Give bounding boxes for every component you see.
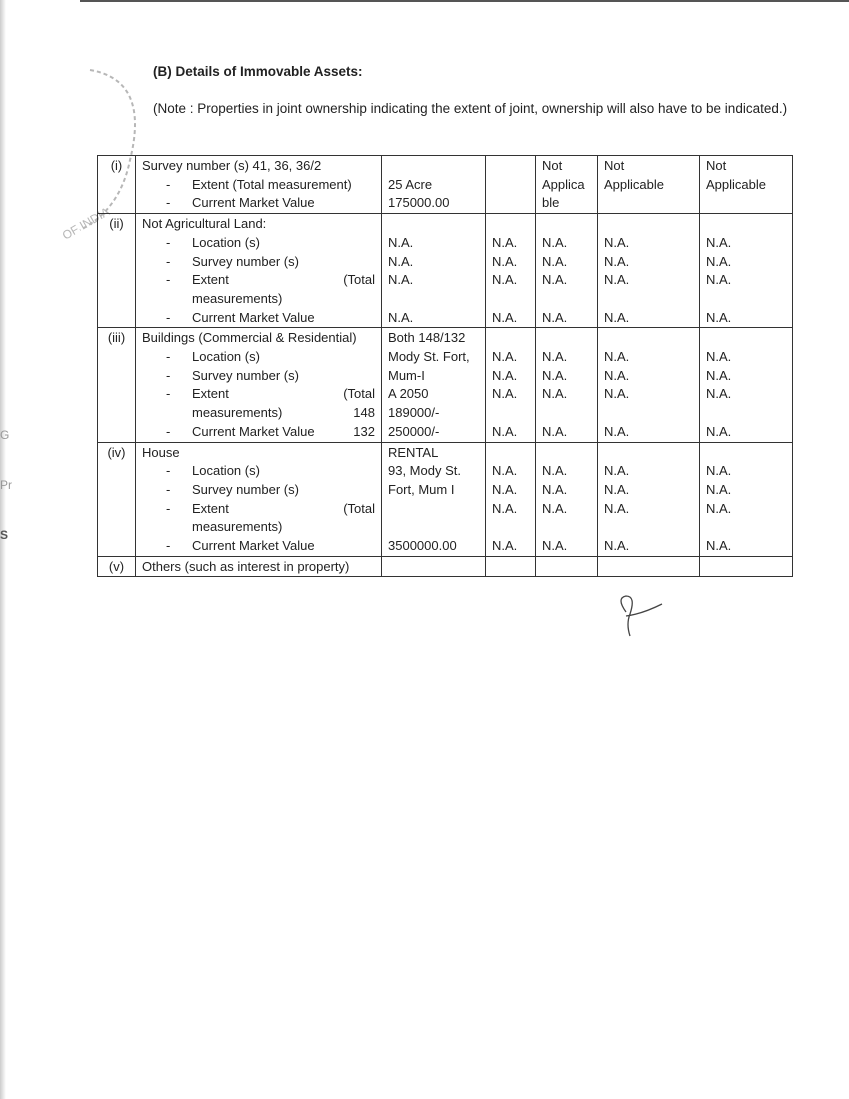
value-cell-c7: N.A. N.A. N.A. N.A. bbox=[700, 214, 793, 328]
asset-sub-item bbox=[142, 234, 375, 253]
asset-sub-item bbox=[142, 176, 375, 195]
value-cell-c3: N.A. N.A. N.A. N.A. bbox=[382, 214, 486, 328]
row-index: (i) bbox=[98, 156, 136, 214]
value-cell-c3 bbox=[382, 556, 486, 577]
value-cell-c7: Not Applicable bbox=[700, 156, 793, 214]
sub-item-label: Extent bbox=[192, 500, 229, 516]
value-cell-c5: N.A. N.A. N.A. N.A. bbox=[536, 214, 598, 328]
sub-item-label: Location (s) bbox=[192, 463, 260, 479]
value-cell-c4: N.A. N.A. N.A. N.A. bbox=[486, 328, 536, 442]
row-index: (iv) bbox=[98, 442, 136, 556]
dash: - bbox=[166, 463, 171, 479]
value-cell-c4: N.A. N.A. N.A. N.A. bbox=[486, 214, 536, 328]
value-cell-c7 bbox=[700, 556, 793, 577]
sub-item-extra: (Total bbox=[343, 500, 375, 516]
dash: - bbox=[166, 538, 171, 554]
table-row bbox=[98, 156, 793, 214]
sub-item-label: Current Market Value bbox=[192, 309, 315, 325]
sub-item-label: Current Market Value bbox=[192, 423, 315, 439]
value-cell-c6 bbox=[598, 556, 700, 577]
asset-sub-item bbox=[142, 385, 375, 404]
asset-title: Buildings (Commercial & Residential) bbox=[142, 330, 357, 346]
table-row bbox=[98, 214, 793, 328]
sub-item-label: Location (s) bbox=[192, 234, 260, 250]
dash: - bbox=[166, 272, 171, 288]
value-cell-c6: N.A. N.A. N.A. N.A. bbox=[598, 442, 700, 556]
sub-item-extra: 148 bbox=[353, 405, 375, 421]
table-row bbox=[98, 556, 793, 577]
value-cell-c7: N.A. N.A. N.A. N.A. bbox=[700, 442, 793, 556]
value-cell-c5: N.A. N.A. N.A. N.A. bbox=[536, 328, 598, 442]
asset-title: Not Agricultural Land: bbox=[142, 216, 267, 232]
sub-item-label: measurements) bbox=[192, 405, 283, 421]
dash: - bbox=[166, 195, 171, 211]
value-cell-c3: RENTAL 93, Mody St. Fort, Mum I 3500000.00 bbox=[382, 442, 486, 556]
asset-sub-item bbox=[142, 367, 375, 386]
dash: - bbox=[166, 500, 171, 516]
value-cell-c5: Not Applica ble bbox=[536, 156, 598, 214]
asset-sub-item bbox=[142, 271, 375, 290]
table-row bbox=[98, 442, 793, 556]
asset-sub-item bbox=[142, 404, 375, 423]
sub-item-label: Survey number (s) bbox=[192, 367, 299, 383]
immovable-assets-table bbox=[97, 155, 793, 577]
dash: - bbox=[166, 349, 171, 365]
dash: - bbox=[166, 309, 171, 325]
dash: - bbox=[166, 234, 171, 250]
sub-item-extra: (Total bbox=[343, 386, 375, 402]
asset-description bbox=[136, 156, 382, 214]
asset-sub-item bbox=[142, 537, 375, 556]
asset-description bbox=[136, 442, 382, 556]
asset-sub-item bbox=[142, 253, 375, 272]
asset-description bbox=[136, 328, 382, 442]
sub-item-label: Current Market Value bbox=[192, 195, 315, 211]
sub-item-extra: (Total bbox=[343, 272, 375, 288]
asset-sub-item bbox=[142, 348, 375, 367]
value-cell-c3: 25 Acre 175000.00 bbox=[382, 156, 486, 214]
sub-item-label: Extent (Total measurement) bbox=[192, 176, 352, 192]
asset-sub-item bbox=[142, 290, 375, 309]
sub-item-extra: 132 bbox=[353, 423, 375, 439]
signature bbox=[612, 592, 672, 645]
value-cell-c4: N.A. N.A. N.A. N.A. bbox=[486, 442, 536, 556]
asset-sub-item bbox=[142, 462, 375, 481]
svg-text:OF INDIA: OF INDIA bbox=[60, 204, 112, 240]
value-cell-c5: N.A. N.A. N.A. N.A. bbox=[536, 442, 598, 556]
value-cell-c6: N.A. N.A. N.A. N.A. bbox=[598, 214, 700, 328]
asset-sub-item bbox=[142, 194, 375, 213]
value-cell-c6: Not Applicable bbox=[598, 156, 700, 214]
row-index: (v) bbox=[98, 556, 136, 577]
table-row bbox=[98, 328, 793, 442]
sub-item-label: Extent bbox=[192, 272, 229, 288]
asset-sub-item bbox=[142, 309, 375, 328]
asset-title: Survey number (s) 41, 36, 36/2 bbox=[142, 158, 322, 173]
dash: - bbox=[166, 481, 171, 497]
page-top-border bbox=[80, 0, 849, 2]
dash: - bbox=[166, 386, 171, 402]
dash: - bbox=[166, 176, 171, 192]
sub-item-label: Extent bbox=[192, 386, 229, 402]
sub-item-label: Location (s) bbox=[192, 349, 260, 365]
value-cell-c6: N.A. N.A. N.A. N.A. bbox=[598, 328, 700, 442]
value-cell-c3: Both 148/132 Mody St. Fort, Mum-I A 2050 189000/- 250000/- bbox=[382, 328, 486, 442]
sub-item-label: Current Market Value bbox=[192, 538, 315, 554]
asset-sub-item bbox=[142, 481, 375, 500]
row-index: (iii) bbox=[98, 328, 136, 442]
dash bbox=[142, 290, 192, 309]
section-heading: (B) Details of Immovable Assets: bbox=[153, 64, 363, 79]
asset-title: Others (such as interest in property) bbox=[142, 558, 350, 574]
sub-item-label: measurements) bbox=[192, 290, 283, 306]
value-cell-c4 bbox=[486, 556, 536, 577]
sub-item-label: measurements) bbox=[192, 519, 283, 535]
value-cell-c7: N.A. N.A. N.A. N.A. bbox=[700, 328, 793, 442]
asset-sub-item bbox=[142, 500, 375, 519]
row-index: (ii) bbox=[98, 214, 136, 328]
asset-sub-item bbox=[142, 423, 375, 442]
asset-sub-item bbox=[142, 518, 375, 537]
asset-title: House bbox=[142, 444, 180, 460]
asset-description bbox=[136, 556, 382, 577]
note-text: (Note : Properties in joint ownership indicating the extent of joint, ownership will also have to be indicated.) bbox=[153, 101, 788, 116]
asset-description bbox=[136, 214, 382, 328]
sub-item-label: Survey number (s) bbox=[192, 481, 299, 497]
dash bbox=[142, 518, 192, 537]
dash: - bbox=[166, 423, 171, 439]
dash bbox=[142, 404, 192, 423]
margin-marks: G Pr S bbox=[0, 428, 12, 542]
value-cell-c4 bbox=[486, 156, 536, 214]
dash: - bbox=[166, 253, 171, 269]
dash: - bbox=[166, 367, 171, 383]
value-cell-c5 bbox=[536, 556, 598, 577]
sub-item-label: Survey number (s) bbox=[192, 253, 299, 269]
